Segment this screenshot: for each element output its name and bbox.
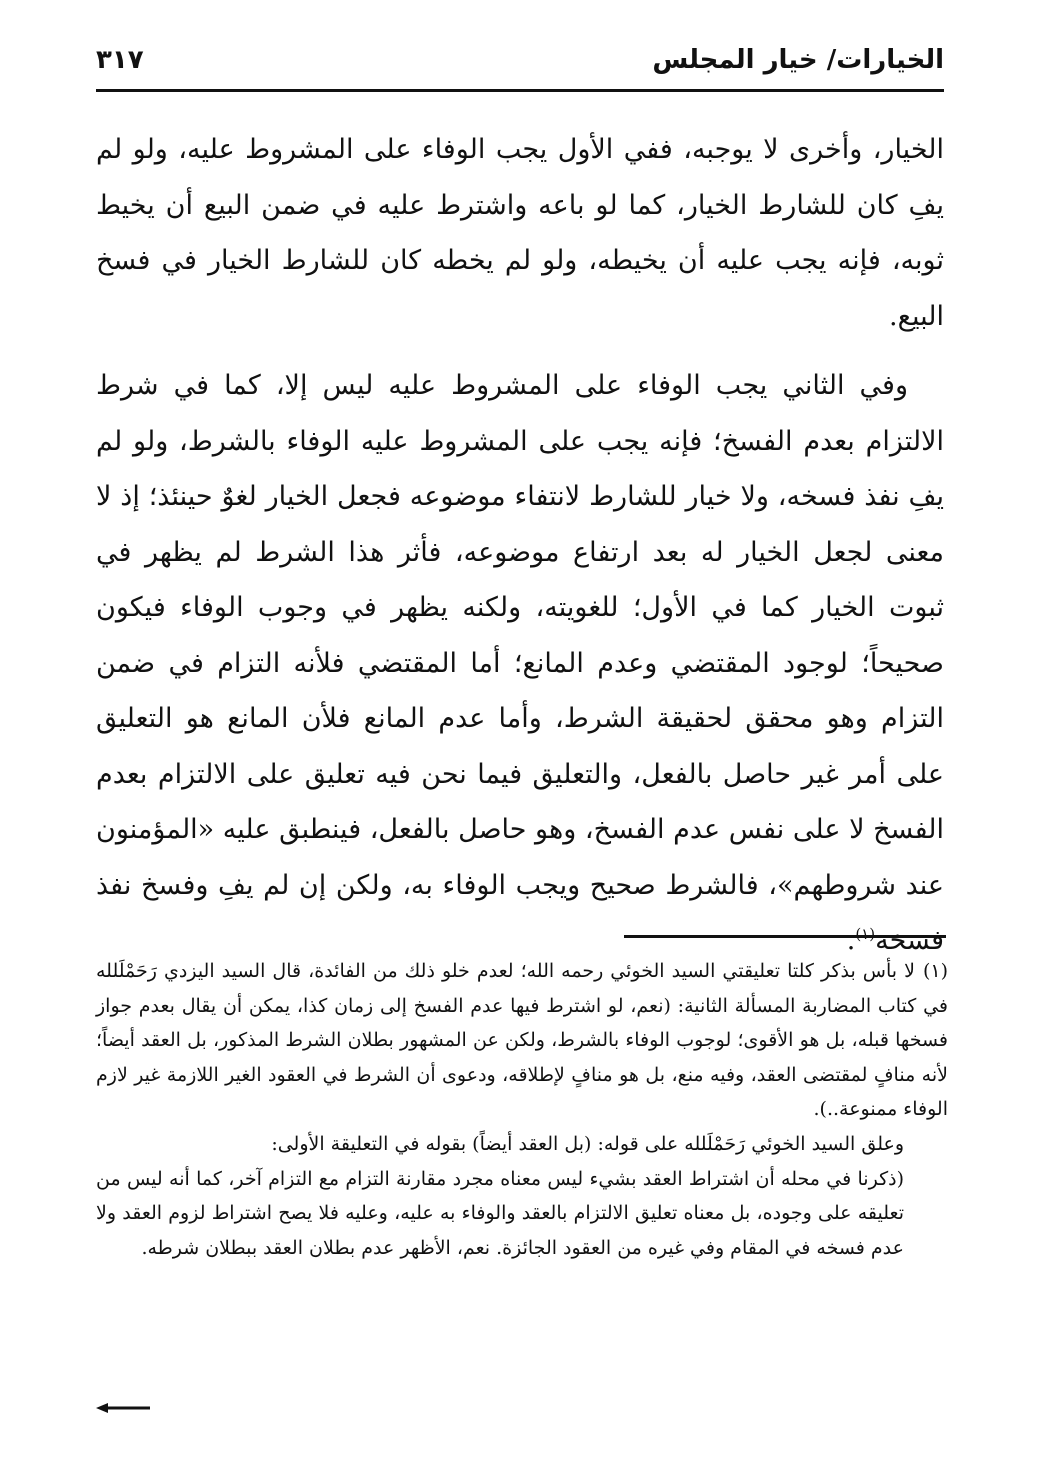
footnote-text: لا بأس بذكر كلتا تعليقتي السيد الخوئي رحمه الله؛ لعدم خلو ذلك من الفائدة، قال السيد اليزدي رَحَمْلَلله في كتاب المضاربة المسألة الثانية: (نعم، لو اشترط فيها عدم الفسخ إلى زمان كذا، يمكن أن يقال بعدم جواز فسخها قبله، بل هو الأقوى؛ لوجوب الوفاء بالشرط، ولكن عن المشهور بطلان الشرط المذكور، بل العقد أيضاً؛ لأنه منافٍ لمقتضى العقد، وفيه منع، بل هو منافٍ لإطلاقه، ودعوى أن الشرط في العقود الغير اللازمة غير لازم الوفاء ممنوعة..).	[96, 960, 948, 1121]
footnote	[96, 954, 948, 1127]
page-number: ٣١٧	[96, 45, 144, 75]
paragraph-end: .	[846, 925, 856, 956]
main-text	[96, 122, 944, 969]
footnote-reference[interactable]: (١)	[855, 925, 876, 943]
paragraph-text: وفي الثاني يجب الوفاء على المشروط عليه ليس إلا، كما في شرط الالتزام بعدم الفسخ؛ فإنه يجب على المشروط عليه الوفاء بالشرط، ولو لم يفِ نفذ فسخه، ولا خيار للشارط لانتفاء موضوعه فجعل الخيار لغوٌ حينئذ؛ إذ لا معنى لجعل الخيار له بعد ارتفاع موضوعه، فأثر هذا الشرط لم يظهر في ثبوت الخيار كما في الأول؛ للغويته، ولكنه يظهر في وجوب الوفاء فيكون صحيحاً؛ لوجود المقتضي وعدم المانع؛ أما المقتضي فلأنه التزام في ضمن التزام وهو محقق لحقيقة الشرط، وأما عدم المانع فلأن المانع هو التعليق على أمر غير حاصل بالفعل، والتعليق فيما نحن فيه تعليق على الالتزام بعدم الفسخ لا على نفس عدم الفسخ، وهو حاصل بالفعل، فينطبق عليه «المؤمنون عند شروطهم»، فالشرط صحيح ويجب الوفاء به، ولكن إن لم يفِ وفسخ نفذ فسخه	[96, 370, 944, 956]
chapter-title: الخيارات/ خيار المجلس	[652, 45, 944, 75]
footnote-continuation: (ذكرنا في محله أن اشتراط العقد بشيء ليس معناه مجرد مقارنة التزام مع التزام آخر، كما أنه ليس من تعليقه على وجوده، بل معناه تعليق الالتزام بالعقد والوفاء به عليه، وعليه فلا يصح اشتراط لزوم العقد ولا عدم فسخه في المقام وفي غيره من العقود الجائزة. نعم، الأظهر عدم بطلان العقد ببطلان شرطه.	[96, 1167, 904, 1259]
left-arrow-icon	[96, 1400, 150, 1416]
footnote-marker: (١)	[922, 960, 948, 982]
paragraph	[96, 358, 944, 969]
running-header	[96, 38, 944, 88]
footnotes	[96, 954, 948, 1265]
paragraph: الخيار، وأخرى لا يوجبه، ففي الأول يجب الوفاء على المشروط عليه، ولو لم يفِ كان للشارط الخيار، كما لو باعه واشترط عليه في ضمن البيع أن يخيط ثوبه، فإنه يجب عليه أن يخيطه، ولو لم يخطه كان للشارط الخيار في فسخ البيع.	[96, 134, 944, 332]
header-divider	[96, 89, 944, 92]
footnote-continuation: وعلق السيد الخوئي رَحَمْلَلله على قوله: (بل العقد أيضاً) بقوله في التعليقة الأولى:	[271, 1132, 904, 1155]
footnote-divider	[624, 935, 946, 938]
